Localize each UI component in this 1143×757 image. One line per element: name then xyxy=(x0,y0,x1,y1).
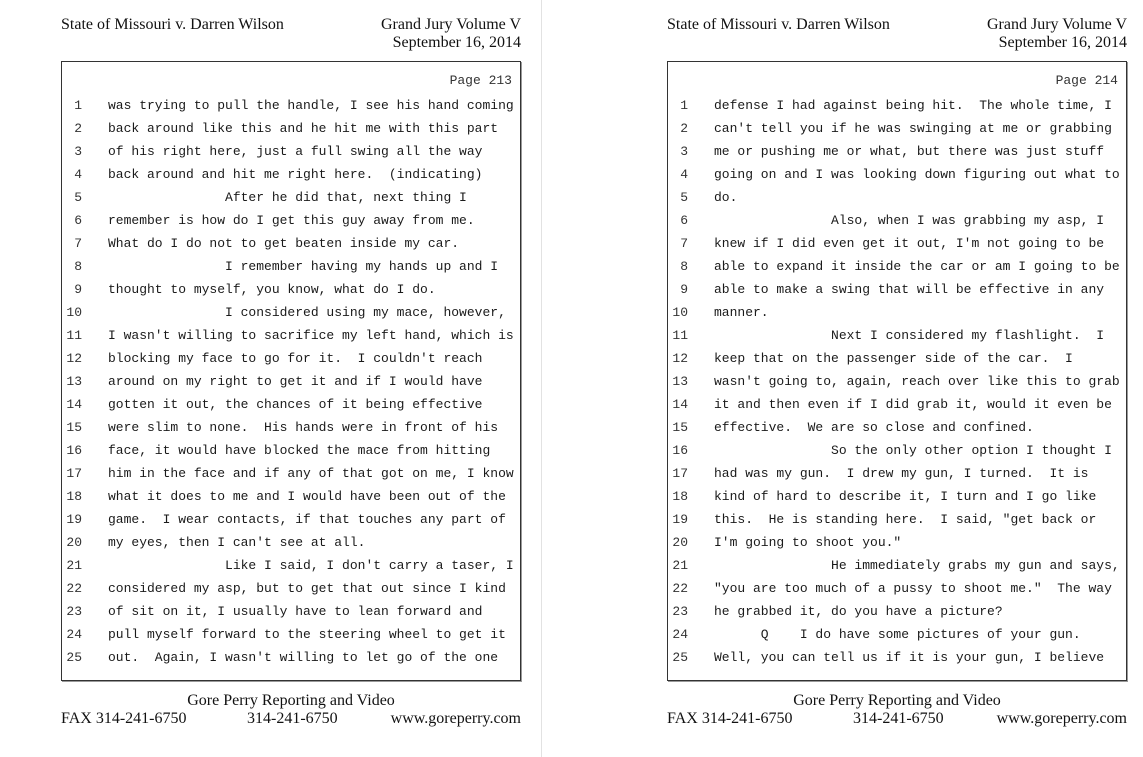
line-number: 22 xyxy=(66,581,82,596)
line-number: 20 xyxy=(672,535,688,550)
fax-number: FAX 314-241-6750 xyxy=(61,710,187,727)
line-number: 13 xyxy=(66,374,82,389)
line-number: 2 xyxy=(74,121,82,136)
line-number: 4 xyxy=(74,167,82,182)
line-text: considered my asp, but to get that out since I kind xyxy=(108,581,506,596)
line-number: 6 xyxy=(680,213,688,228)
transcript-line xyxy=(62,301,520,324)
transcript-line xyxy=(668,600,1126,623)
transcript-line xyxy=(668,278,1126,301)
line-number: 18 xyxy=(672,489,688,504)
case-title: State of Missouri v. Darren Wilson xyxy=(61,16,284,33)
line-number: 19 xyxy=(672,512,688,527)
line-number: 25 xyxy=(66,650,82,665)
line-text: After he did that, next thing I xyxy=(108,190,467,205)
line-number: 12 xyxy=(66,351,82,366)
transcript-line xyxy=(62,347,520,370)
line-text: I remember having my hands up and I xyxy=(108,259,499,274)
line-number: 3 xyxy=(680,144,688,159)
line-number: 9 xyxy=(74,282,82,297)
transcript-line xyxy=(62,186,520,209)
line-text: face, it would have blocked the mace from hitting xyxy=(108,443,491,458)
transcript-line xyxy=(668,163,1126,186)
transcript-line xyxy=(668,140,1126,163)
line-number: 14 xyxy=(672,397,688,412)
transcript-line xyxy=(62,117,520,140)
line-text: effective. We are so close and confined. xyxy=(714,420,1034,435)
line-text: he grabbed it, do you have a picture? xyxy=(714,604,1003,619)
line-number: 8 xyxy=(74,259,82,274)
line-text: gotten it out, the chances of it being effective xyxy=(108,397,483,412)
transcript-line xyxy=(62,209,520,232)
hearing-date: September 16, 2014 xyxy=(392,34,521,51)
line-number: 11 xyxy=(66,328,82,343)
transcript-line xyxy=(668,577,1126,600)
line-text: keep that on the passenger side of the car. I xyxy=(714,351,1073,366)
line-text: back around like this and he hit me with this part xyxy=(108,121,499,136)
line-number: 21 xyxy=(66,558,82,573)
line-text: So the only other option I thought I xyxy=(714,443,1112,458)
line-number: 16 xyxy=(672,443,688,458)
transcript-line xyxy=(668,646,1126,669)
hearing-date: September 16, 2014 xyxy=(998,34,1127,51)
transcript-frame xyxy=(667,61,1127,681)
line-number: 1 xyxy=(680,98,688,113)
line-text: Like I said, I don't carry a taser, I xyxy=(108,558,514,573)
line-number: 25 xyxy=(672,650,688,665)
transcript-line xyxy=(668,485,1126,508)
line-number: 18 xyxy=(66,489,82,504)
line-text: was trying to pull the handle, I see his hand coming xyxy=(108,98,514,113)
line-number: 1 xyxy=(74,98,82,113)
transcript-line xyxy=(62,278,520,301)
line-number: 15 xyxy=(672,420,688,435)
transcript-line xyxy=(668,255,1126,278)
volume-header xyxy=(381,16,521,52)
transcript-line xyxy=(62,140,520,163)
line-text: able to make a swing that will be effective in any xyxy=(714,282,1105,297)
line-text: thought to myself, you know, what do I do. xyxy=(108,282,436,297)
transcript-lines xyxy=(668,94,1126,669)
line-text: back around and hit me right here. (indicating) xyxy=(108,167,483,182)
transcript-line xyxy=(62,439,520,462)
page-number: Page 214 xyxy=(1055,73,1118,88)
line-number: 11 xyxy=(672,328,688,343)
transcript-line xyxy=(62,554,520,577)
line-text: able to expand it inside the car or am I going to be xyxy=(714,259,1120,274)
fax-number: FAX 314-241-6750 xyxy=(667,710,793,727)
line-number: 5 xyxy=(74,190,82,205)
transcript-line xyxy=(62,485,520,508)
line-text: it and then even if I did grab it, would it even be xyxy=(714,397,1112,412)
transcript-line xyxy=(668,393,1126,416)
transcript-line xyxy=(668,117,1126,140)
transcript-line xyxy=(62,393,520,416)
line-number: 23 xyxy=(66,604,82,619)
line-number: 23 xyxy=(672,604,688,619)
line-text: game. I wear contacts, if that touches any part of xyxy=(108,512,506,527)
line-number: 2 xyxy=(680,121,688,136)
transcript-line xyxy=(62,232,520,255)
transcript-line xyxy=(668,554,1126,577)
line-text: Also, when I was grabbing my asp, I xyxy=(714,213,1105,228)
line-text: him in the face and if any of that got on me, I know xyxy=(108,466,514,481)
volume-label: Grand Jury Volume V xyxy=(987,16,1127,33)
line-number: 3 xyxy=(74,144,82,159)
line-text: going on and I was looking down figuring out what to xyxy=(714,167,1120,182)
line-text: pull myself forward to the steering wheel to get it xyxy=(108,627,506,642)
line-text: around on my right to get it and if I would have xyxy=(108,374,483,389)
transcript-line xyxy=(668,370,1126,393)
line-text: me or pushing me or what, but there was just stuff xyxy=(714,144,1105,159)
line-text: had was my gun. I drew my gun, I turned. It is xyxy=(714,466,1089,481)
transcript-line xyxy=(668,416,1126,439)
line-number: 7 xyxy=(74,236,82,251)
transcript-line xyxy=(668,347,1126,370)
transcript-page-213 xyxy=(61,0,531,757)
line-number: 10 xyxy=(672,305,688,320)
transcript-frame xyxy=(61,61,521,681)
line-number: 5 xyxy=(680,190,688,205)
transcript-line xyxy=(668,439,1126,462)
case-title: State of Missouri v. Darren Wilson xyxy=(667,16,890,33)
website: www.goreperry.com xyxy=(390,710,521,727)
line-text: I considered using my mace, however, xyxy=(108,305,506,320)
website: www.goreperry.com xyxy=(996,710,1127,727)
transcript-line xyxy=(62,646,520,669)
phone-number: 314-241-6750 xyxy=(247,710,338,727)
reporter-company: Gore Perry Reporting and Video xyxy=(187,692,395,709)
line-number: 24 xyxy=(66,627,82,642)
transcript-line xyxy=(668,209,1126,232)
transcript-line xyxy=(668,232,1126,255)
line-number: 17 xyxy=(66,466,82,481)
transcript-line xyxy=(668,186,1126,209)
transcript-line xyxy=(668,531,1126,554)
transcript-line xyxy=(62,600,520,623)
line-number: 8 xyxy=(680,259,688,274)
transcript-line xyxy=(668,301,1126,324)
line-number: 19 xyxy=(66,512,82,527)
line-number: 24 xyxy=(672,627,688,642)
reporter-company: Gore Perry Reporting and Video xyxy=(793,692,1001,709)
line-number: 17 xyxy=(672,466,688,481)
line-number: 20 xyxy=(66,535,82,550)
transcript-line xyxy=(668,462,1126,485)
line-number: 10 xyxy=(66,305,82,320)
line-text: my eyes, then I can't see at all. xyxy=(108,535,366,550)
line-text: "you are too much of a pussy to shoot me." The way xyxy=(714,581,1112,596)
transcript-page-214 xyxy=(667,0,1137,757)
phone-number: 314-241-6750 xyxy=(853,710,944,727)
line-text: out. Again, I wasn't willing to let go of the one xyxy=(108,650,499,665)
transcript-line xyxy=(668,94,1126,117)
line-number: 14 xyxy=(66,397,82,412)
line-text: What do I do not to get beaten inside my car. xyxy=(108,236,460,251)
transcript-line xyxy=(62,94,520,117)
line-text: this. He is standing here. I said, "get back or xyxy=(714,512,1097,527)
transcript-line xyxy=(668,324,1126,347)
page-divider xyxy=(541,0,542,757)
line-number: 22 xyxy=(672,581,688,596)
transcript-line xyxy=(668,508,1126,531)
line-text: I'm going to shoot you." xyxy=(714,535,902,550)
line-text: can't tell you if he was swinging at me or grabbing xyxy=(714,121,1112,136)
transcript-line xyxy=(668,623,1126,646)
line-number: 7 xyxy=(680,236,688,251)
line-text: of his right here, just a full swing all the way xyxy=(108,144,483,159)
transcript-line xyxy=(62,508,520,531)
line-text: of sit on it, I usually have to lean forward and xyxy=(108,604,483,619)
line-number: 12 xyxy=(672,351,688,366)
transcript-line xyxy=(62,531,520,554)
transcript-lines xyxy=(62,94,520,669)
line-text: Next I considered my flashlight. I xyxy=(714,328,1105,343)
line-number: 21 xyxy=(672,558,688,573)
transcript-line xyxy=(62,623,520,646)
line-number: 4 xyxy=(680,167,688,182)
volume-header xyxy=(987,16,1127,52)
line-text: knew if I did even get it out, I'm not going to be xyxy=(714,236,1105,251)
line-number: 9 xyxy=(680,282,688,297)
transcript-line xyxy=(62,416,520,439)
line-number: 13 xyxy=(672,374,688,389)
line-text: were slim to none. His hands were in front of his xyxy=(108,420,499,435)
line-text: blocking my face to go for it. I couldn't reach xyxy=(108,351,483,366)
transcript-line xyxy=(62,577,520,600)
line-text: remember is how do I get this guy away from me. xyxy=(108,213,475,228)
line-text: wasn't going to, again, reach over like this to grab xyxy=(714,374,1120,389)
line-number: 6 xyxy=(74,213,82,228)
line-text: manner. xyxy=(714,305,769,320)
line-text: Q I do have some pictures of your gun. xyxy=(714,627,1081,642)
line-text: I wasn't willing to sacrifice my left hand, which is xyxy=(108,328,514,343)
line-number: 15 xyxy=(66,420,82,435)
line-text: do. xyxy=(714,190,738,205)
line-text: Well, you can tell us if it is your gun, I believe xyxy=(714,650,1105,665)
page-number: Page 213 xyxy=(449,73,512,88)
transcript-line xyxy=(62,324,520,347)
volume-label: Grand Jury Volume V xyxy=(381,16,521,33)
transcript-line xyxy=(62,370,520,393)
line-number: 16 xyxy=(66,443,82,458)
transcript-line xyxy=(62,163,520,186)
line-text: what it does to me and I would have been out of the xyxy=(108,489,506,504)
line-text: defense I had against being hit. The whole time, I xyxy=(714,98,1112,113)
line-text: kind of hard to describe it, I turn and I go like xyxy=(714,489,1097,504)
transcript-line xyxy=(62,255,520,278)
transcript-line xyxy=(62,462,520,485)
line-text: He immediately grabs my gun and says, xyxy=(714,558,1120,573)
